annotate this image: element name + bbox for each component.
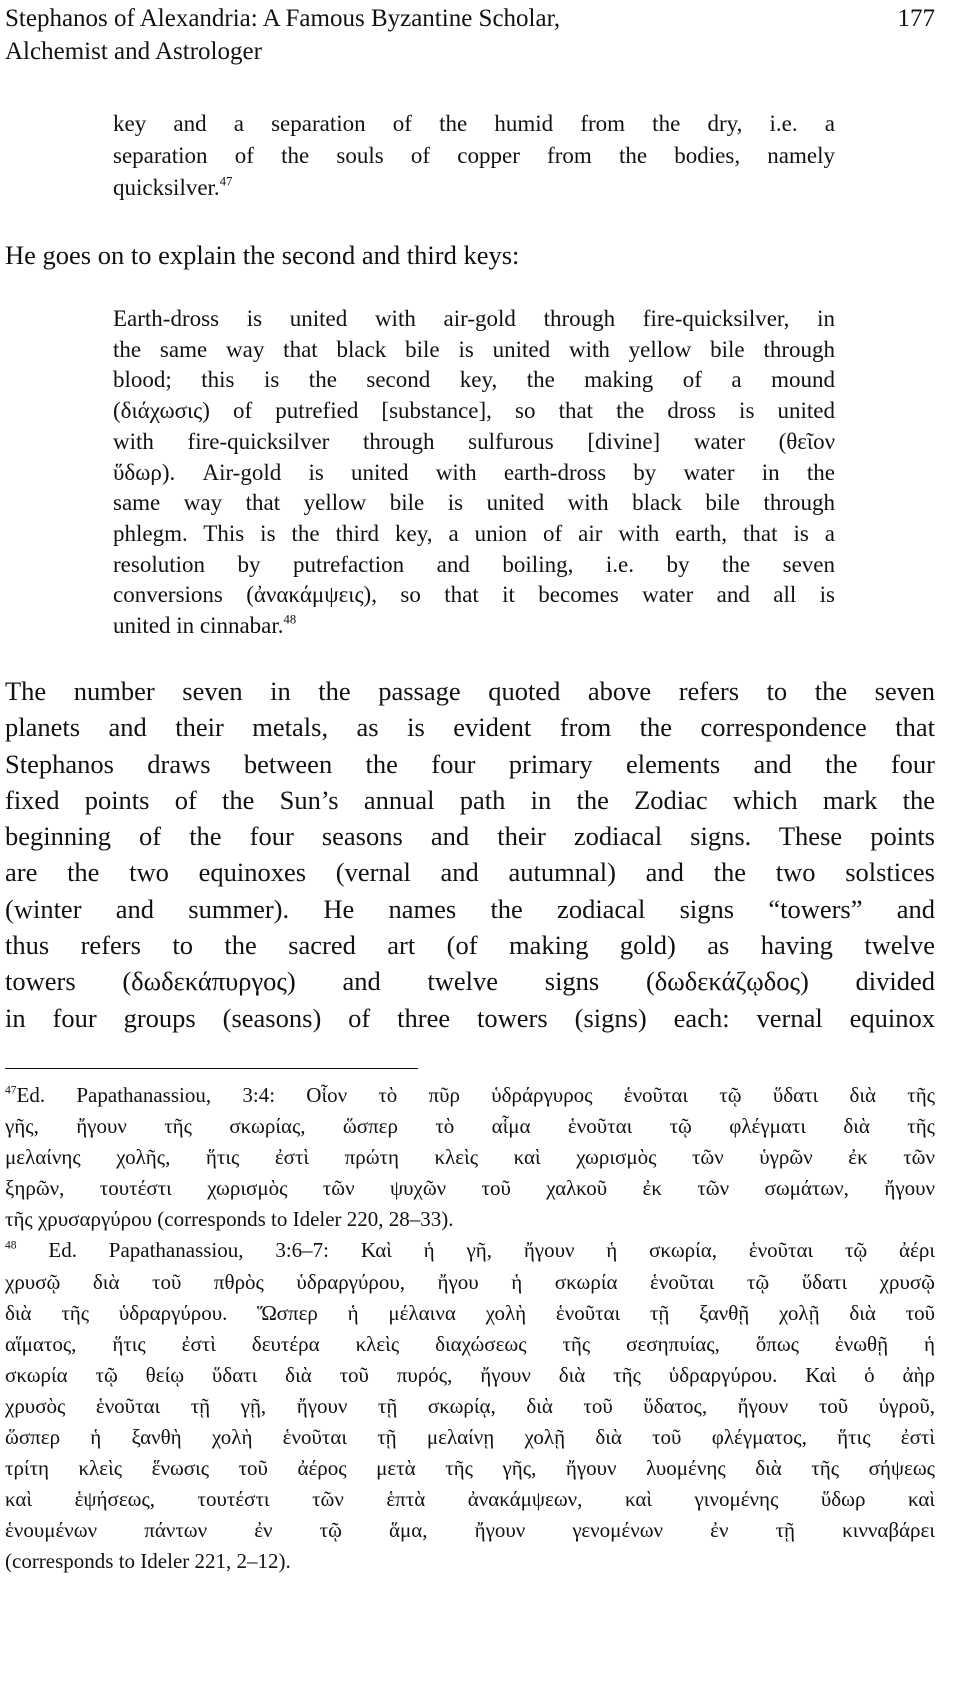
paragraph-line: Stephanos draws between the four primary elements and the four xyxy=(5,748,935,779)
quote-line: the same way that black bile is united with yellow bile through xyxy=(113,336,835,362)
running-header xyxy=(5,2,935,68)
paragraph-line: are the two equinoxes (vernal and autumnal) and the two solstices xyxy=(5,857,935,888)
intro-sentence: He goes on to explain the second and third keys: xyxy=(5,240,520,270)
footnote-line: (corresponds to Ideler 221, 2–12). xyxy=(5,1549,291,1574)
footnote-line xyxy=(5,1235,935,1266)
quote-line: Earth-dross is united with air-gold through fire-quicksilver, in xyxy=(113,306,835,331)
paragraph-line: (winter and summer). He names the zodiacal signs “towers” and xyxy=(5,893,935,924)
quote-line: quicksilver. xyxy=(113,175,220,200)
paragraph-line: beginning of the four seasons and their zodiacal signs. These points xyxy=(5,821,935,852)
quote-line: blood; this is the second key, the making of a mound xyxy=(113,367,835,393)
footnotes xyxy=(5,1080,935,1578)
paragraph-line: thus refers to the sacred art (of making gold) as having twelve xyxy=(5,930,935,961)
paragraph-line: The number seven in the passage quoted above refers to the seven xyxy=(5,676,935,706)
running-title xyxy=(5,2,765,68)
footnote-text: Ed. Papathanassiou, 3:6–7: Καὶ ἡ γῆ, ἤγουν ἡ σκωρία, ἑνοῦται τῷ ἀέρι xyxy=(48,1238,935,1263)
footnote-line: διὰ τῆς ὑδραργύρου. Ὥσπερ ἡ μέλαινα χολὴ ἑνοῦται τῇ ξανθῇ χολῇ διὰ τοῦ xyxy=(5,1300,935,1325)
footnote-line: ὥσπερ ἡ ξανθὴ χολὴ ἑνοῦται τῇ μελαίνῃ χολῇ διὰ τοῦ φλέγματος, ἥτις ἐστὶ xyxy=(5,1425,935,1450)
footnote-number: 48 xyxy=(5,1239,17,1252)
footnote-ref-48[interactable]: 48 xyxy=(283,612,297,627)
running-title-line: Stephanos of Alexandria: A Famous Byzantine Scholar, xyxy=(5,5,561,32)
footnote-separator xyxy=(5,1068,418,1069)
footnote-text: Ed. Papathanassiou, 3:4: Οἷον τὸ πῦρ ὑδράργυρος ἑνοῦται τῷ ὕδατι διὰ τῆς xyxy=(16,1083,935,1107)
quote-line: (διάχωσις) of putrefied [substance], so that the dross is united xyxy=(113,398,835,424)
footnote-line: ξηρῶν, τουτέστι χωρισμὸς τῶν ψυχῶν τοῦ χαλκοῦ ἐκ τῶν σωμάτων, ἤγουν xyxy=(5,1176,935,1201)
paragraph-line: planets and their metals, as is evident from the correspondence that xyxy=(5,712,935,743)
footnote-line: τῆς χρυσαργύρου (corresponds to Ideler 220, 28–33). xyxy=(5,1207,454,1232)
quote-line: resolution by putrefaction and boiling, i.e. by the seven xyxy=(113,551,835,577)
footnote-line: μελαίνης χολῆς, ἥτις ἐστὶ πρώτη κλεὶς καὶ χωρισμὸς τῶν ὑγρῶν ἐκ τῶν xyxy=(5,1145,935,1170)
footnote-line: καὶ ἑψήσεως, τουτέστι τῶν ἑπτὰ ἀνακάμψεων, καὶ γινομένης ὕδωρ καὶ xyxy=(5,1487,935,1512)
paragraph-line: in four groups (seasons) of three towers (signs) each: vernal equinox xyxy=(5,1002,935,1033)
quote-line: conversions (ἀνακάμψεις), so that it becomes water and all is xyxy=(113,582,835,608)
footnote-line: χρυσὸς ἑνοῦται τῇ γῇ, ἤγουν τῇ σκωρίᾳ, διὰ τοῦ ὕδατος, ἤγουν τοῦ ὑγροῦ, xyxy=(5,1393,935,1418)
block-quote-second-third-keys xyxy=(113,304,835,642)
quote-line: key and a separation of the humid from the dry, i.e. a xyxy=(113,111,835,136)
footnote-line: σκωρία τῷ θείῳ ὕδατι διὰ τοῦ πυρός, ἤγουν διὰ τῆς ὑδραργύρου. Καὶ ὁ ἀὴρ xyxy=(5,1362,935,1387)
footnote-number: 47 xyxy=(5,1084,17,1097)
footnote-line: χρυσῷ διὰ τοῦ πθρὸς ὑδραργύρου, ἤγου ἡ σκωρία ἑνοῦται τῷ ὕδατι χρυσῷ xyxy=(5,1269,935,1294)
footnote-line: ἑνουμένων πάντων ἐν τῷ ἅμα, ἤγουν γενομένων ἐν τῇ κινναβάρει xyxy=(5,1518,935,1543)
footnote-48 xyxy=(5,1235,935,1577)
running-title-line: Alchemist and Astrologer xyxy=(5,38,262,65)
block-quote-first-key xyxy=(113,108,835,204)
body-paragraph xyxy=(5,673,935,1036)
footnote-line: αἵματος, ἥτις ἐστὶ δευτέρα κλεὶς διαχώσεως τῆς σεσηπυίας, ὅπως ἑνωθῇ ἡ xyxy=(5,1331,935,1356)
quote-line: phlegm. This is the third key, a union of air with earth, that is a xyxy=(113,520,835,546)
footnote-47 xyxy=(5,1080,935,1235)
quote-line: with fire-quicksilver through sulfurous [divine] water (θεῖον xyxy=(113,428,835,454)
quote-line: ὕδωρ). Air-gold is united with earth-dross by water in the xyxy=(113,459,835,485)
quote-line: separation of the souls of copper from the bodies, namely xyxy=(113,143,835,168)
footnote-line: τρίτη κλεὶς ἕνωσις τοῦ ἀέρος μετὰ τῆς γῆς, ἤγουν λυομένης διὰ τῆς σήψεως xyxy=(5,1456,935,1481)
footnote-ref-47[interactable]: 47 xyxy=(219,174,233,189)
quote-line: same way that yellow bile is united with black bile through xyxy=(113,490,835,516)
footnote-line xyxy=(5,1080,935,1111)
paragraph-line: fixed points of the Sun’s annual path in the Zodiac which mark the xyxy=(5,784,935,815)
footnote-line: γῆς, ἤγουν τῆς σκωρίας, ὥσπερ τὸ αἷμα ἑνοῦται τῷ φλέγματι διὰ τῆς xyxy=(5,1114,935,1139)
paragraph-line: towers (δωδεκάπυργος) and twelve signs (δωδεκάζῳδος) divided xyxy=(5,966,935,997)
quote-line: united in cinnabar. xyxy=(113,613,284,639)
page-number: 177 xyxy=(897,5,935,32)
